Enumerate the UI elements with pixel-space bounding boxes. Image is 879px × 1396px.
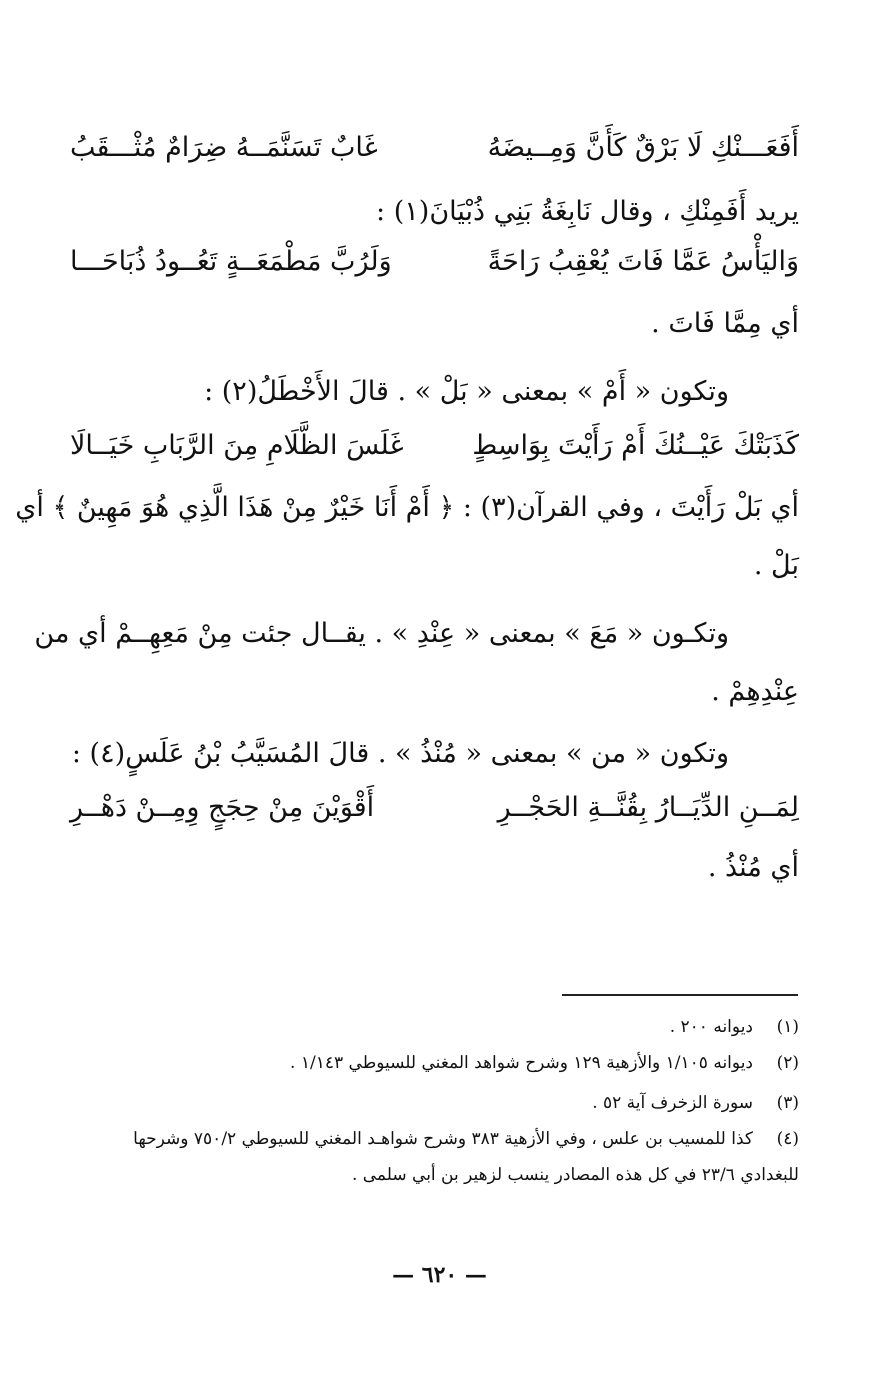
footnote-text: للبغدادي ٢٣/٦ في كل هذه المصادر ينسب لزهير بن أبي سلمى .	[351, 1165, 799, 1185]
paragraph-line: عِنْدِهِمْ .	[711, 676, 799, 707]
footnote-number: (٢)	[776, 1053, 799, 1073]
paragraph-line: بَلْ .	[753, 550, 799, 581]
verse-line	[70, 792, 799, 832]
verse-line	[70, 246, 799, 286]
footnote-text: كذا للمسيب بن علس ، وفي الأزهية ٣٨٣ وشرح شواهـد المغني للسيوطي ٧٥٠/٢ وشرحها	[133, 1129, 753, 1149]
paragraph-line: أي مِمَّا فَاتَ .	[651, 308, 799, 339]
page-number: — ٦٢٠ —	[392, 1262, 487, 1288]
paragraph-line: وتكـون « مَعَ » بمعنى « عِنْدِ » . يقــال جئت مِنْ مَعِهِــمْ أي من	[34, 618, 729, 649]
verse-hemistich-second: غَلَسَ الظَّلَامِ مِنَ الرَّبَابِ خَيَــالَا	[70, 430, 404, 461]
footnote-number: (١)	[776, 1017, 799, 1037]
footnote	[50, 1090, 799, 1116]
paragraph-line: أي مُنْذُ .	[707, 852, 799, 883]
footnote-text: ديوانه ٢٠٠ .	[669, 1017, 753, 1037]
verse-hemistich-first: أَفَعَـــنْكِ لَا بَرْقٌ كَأَنَّ وَمِــيضَهُ	[487, 132, 799, 163]
verse-hemistich-first: وَاليَأْسُ عَمَّا فَاتَ يُعْقِبُ رَاحَةً	[487, 246, 799, 277]
footnote-separator	[562, 994, 798, 996]
paragraph-line: يريد أَفَمِنْكِ ، وقال نَابِغَةُ بَنِي ذُبْيَانَ(١) :	[376, 196, 799, 227]
footnote-text: ديوانه ١/١٠٥ والأزهية ١٢٩ وشرح شواهد المغني للسيوطي ١/١٤٣ .	[290, 1053, 753, 1073]
footnote	[50, 1014, 799, 1040]
footnote-text: سورة الزخرف آية ٥٢ .	[592, 1093, 753, 1113]
footnote-number: (٤)	[776, 1129, 799, 1149]
paragraph-line: وتكون « أَمْ » بمعنى « بَلْ » . قالَ الأَخْطَلُ(٢) :	[204, 376, 729, 407]
footnote	[50, 1050, 799, 1076]
footnote	[50, 1126, 799, 1152]
verse-hemistich-second: غَابٌ تَسَنَّمَــهُ ضِرَامٌ مُثْـــقَبُ	[70, 132, 378, 163]
footnote-number: (٣)	[776, 1093, 799, 1113]
paragraph-line: وتكون « من » بمعنى « مُنْذُ » . قالَ المُسَيَّبُ بْنُ عَلَسٍ(٤) :	[71, 738, 729, 769]
verse-hemistich-first: كَذَبَتْكَ عَيْــنُكَ أَمْ رَأَيْتَ بِوَاسِطٍ	[472, 430, 799, 461]
footnote-continuation	[50, 1162, 799, 1188]
verse-hemistich-first: لِمَــنِ الدِّيَــارُ بِقُنَّــةِ الحَجْــرِ	[497, 792, 799, 823]
verse-line	[70, 430, 799, 470]
verse-hemistich-second: أَقْوَيْنَ مِنْ حِجَجٍ وِمِــنْ دَهْــرِ	[70, 792, 375, 823]
verse-line	[70, 132, 799, 172]
paragraph-line: أي بَلْ رَأَيْتَ ، وفي القرآن(٣) : ﴿ أَمْ أَنَا خَيْرٌ مِنْ هَذَا الَّذِي هُوَ مَهِينٌ ﴾ أي	[15, 492, 799, 523]
verse-hemistich-second: وَلَرُبَّ مَطْمَعَــةٍ تَعُــودُ ذُبَاحَـــا	[70, 246, 392, 277]
